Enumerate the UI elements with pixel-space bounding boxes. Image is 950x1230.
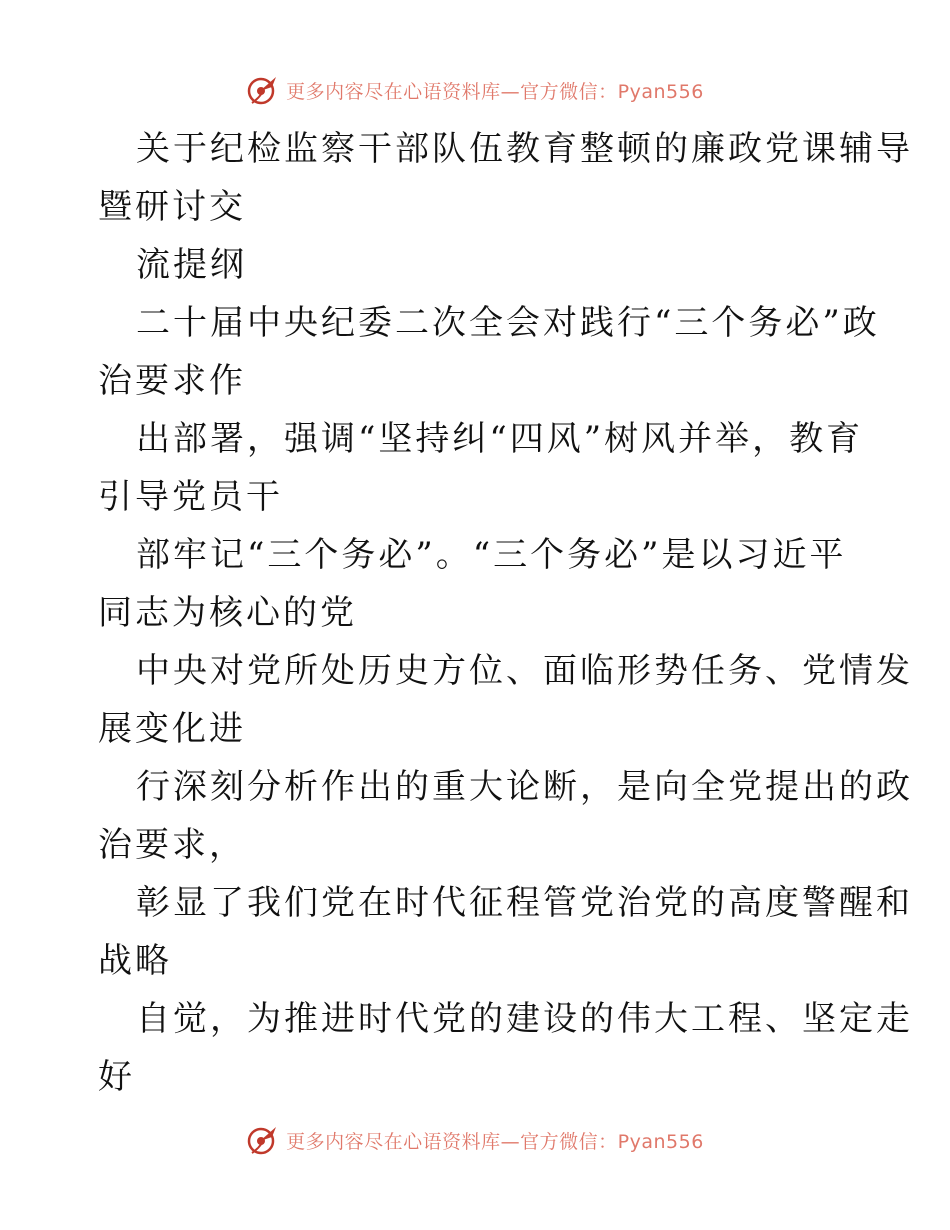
line-continuation: 同志为核心的党 bbox=[98, 593, 357, 633]
paragraph bbox=[98, 120, 913, 236]
line-first: 行深刻分析作出的重大论断，是向全党提出的政 bbox=[136, 767, 913, 807]
line-continuation: 展变化进 bbox=[98, 709, 246, 749]
line-continuation: 战略 bbox=[98, 941, 172, 981]
line-first: 二十届中央纪委二次全会对践行“三个务必”政 bbox=[136, 303, 880, 343]
line-continuation: 好 bbox=[98, 1057, 135, 1097]
line-first: 关于纪检监察干部队伍教育整顿的廉政党课辅导 bbox=[136, 129, 913, 169]
line-continuation: 治要求， bbox=[98, 825, 246, 865]
paragraph bbox=[98, 526, 858, 642]
header-watermark bbox=[0, 70, 950, 110]
footer-watermark bbox=[0, 1120, 950, 1160]
paragraph bbox=[98, 874, 913, 990]
line-continuation: 引导党员干 bbox=[98, 477, 283, 517]
document-body bbox=[98, 120, 913, 1106]
line-first: 中央对党所处历史方位、面临形势任务、党情发 bbox=[136, 651, 913, 691]
watermark-text: 更多内容尽在心语资料库—官方微信：Pyan556 bbox=[286, 1130, 704, 1153]
line-first: 出部署，强调“坚持纠“四风”树风并举，教育 bbox=[136, 419, 864, 459]
feather-pen-logo-icon bbox=[246, 73, 280, 107]
paragraph bbox=[98, 410, 864, 526]
line-first: 彰显了我们党在时代征程管党治党的高度警醒和 bbox=[136, 883, 913, 923]
watermark-text: 更多内容尽在心语资料库—官方微信：Pyan556 bbox=[286, 80, 704, 103]
paragraph bbox=[98, 990, 913, 1106]
line-first: 流提纲 bbox=[136, 245, 247, 285]
line-continuation: 治要求作 bbox=[98, 361, 246, 401]
line-continuation: 暨研讨交 bbox=[98, 187, 246, 227]
line-first: 部牢记“三个务必”。“三个务必”是以习近平 bbox=[136, 535, 847, 575]
feather-pen-logo-icon bbox=[246, 1123, 280, 1157]
line-first: 自觉，为推进时代党的建设的伟大工程、坚定走 bbox=[136, 999, 913, 1039]
paragraph bbox=[98, 642, 913, 758]
paragraph bbox=[98, 758, 913, 874]
paragraph bbox=[98, 294, 880, 410]
paragraph bbox=[98, 236, 858, 294]
